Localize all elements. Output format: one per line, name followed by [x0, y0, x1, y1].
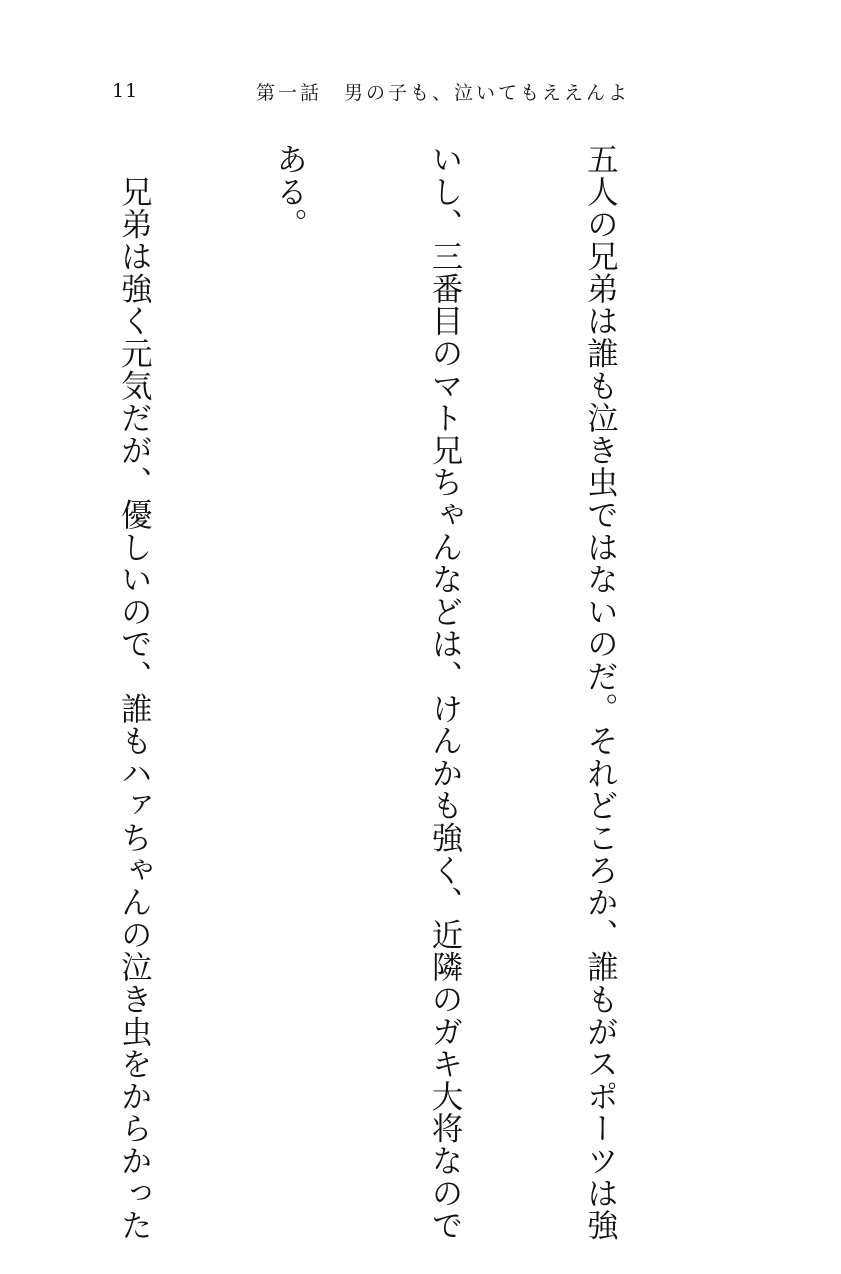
vertical-body-text: [0, 143, 729, 1242]
text-line: いし、三番目のマト兄ちゃんなどは、けんかも強く、近隣のガキ大将なので: [427, 143, 464, 1242]
page-number: 11: [112, 80, 139, 102]
text-line: [0, 143, 4, 1088]
text-line: 五人の兄弟は誰も泣き虫ではないのだ。それどころか、誰もがスポーツは強: [582, 143, 619, 1242]
text-line: ある。: [271, 143, 308, 240]
running-title: 第一話 男の子も、泣いてもええんよ: [256, 82, 631, 104]
text-line: 兄弟は強く元気だが、優しいので、誰もハァちゃんの泣き虫をからかった: [116, 143, 153, 1242]
